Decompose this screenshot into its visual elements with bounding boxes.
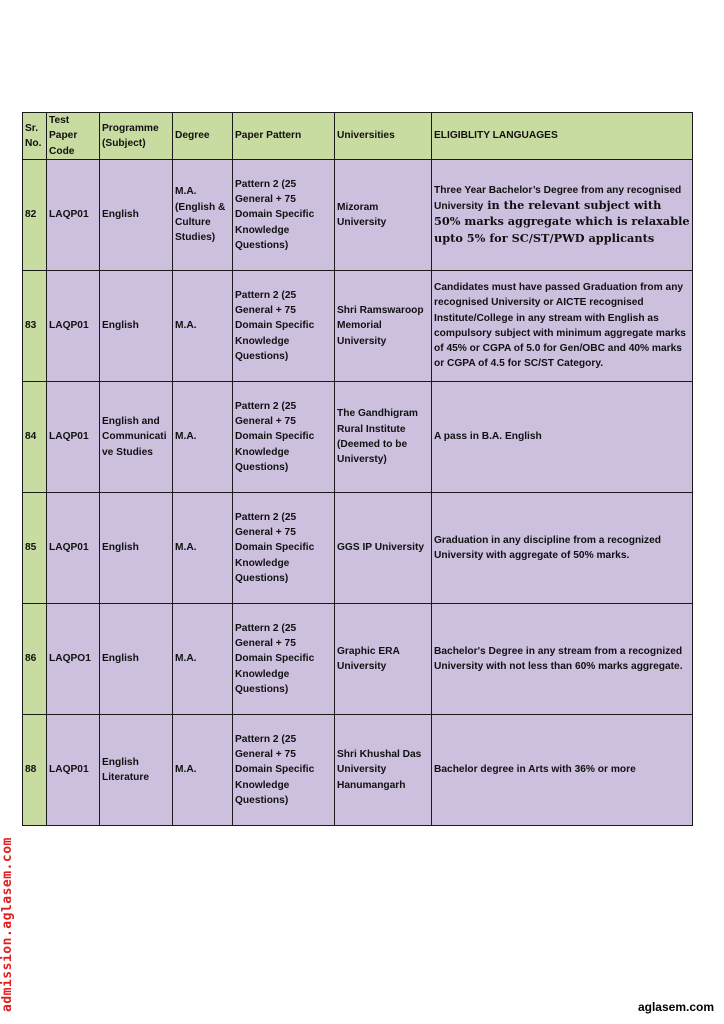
table-header-row [23,113,693,160]
table-row [23,492,693,603]
cell-code: LAQP01 [47,270,100,381]
cell-code: LAQP01 [47,159,100,270]
header-universities: Universities [335,113,432,160]
cell-programme: English [100,270,173,381]
cell-sr-no: 84 [23,381,47,492]
cell-programme: English [100,603,173,714]
cell-programme: English and Communicative Studies [100,381,173,492]
table-row [23,714,693,825]
cell-eligibility: A pass in B.A. English [432,381,693,492]
header-degree: Degree [173,113,233,160]
header-programme: Programme (Subject) [100,113,173,160]
cell-eligibility: Bachelor degree in Arts with 36% or more [432,714,693,825]
cell-pattern: Pattern 2 (25 General + 75 Domain Specific Knowledge Questions) [233,714,335,825]
cell-pattern: Pattern 2 (25 General + 75 Domain Specific Knowledge Questions) [233,381,335,492]
cell-university: GGS IP University [335,492,432,603]
cell-programme: English [100,492,173,603]
header-test-paper-code: Test Paper Code [47,113,100,160]
cell-code: LAQP01 [47,714,100,825]
cell-eligibility: Graduation in any discipline from a recognized University with aggregate of 50% marks. [432,492,693,603]
cell-sr-no: 82 [23,159,47,270]
cell-pattern: Pattern 2 (25 General + 75 Domain Specific Knowledge Questions) [233,270,335,381]
footer-watermark: aglasem.com [637,1000,714,1014]
cell-degree: M.A. [173,603,233,714]
cell-eligibility [432,159,693,270]
cell-university: The Gandhigram Rural Institute (Deemed to be Universty) [335,381,432,492]
cell-code: LAQP01 [47,492,100,603]
cell-university: Shri Ramswaroop Memorial University [335,270,432,381]
eligibility-text: Three Year Bachelor’s Degree from any recognised University [434,184,682,213]
cell-degree: M.A.(English & Culture Studies) [173,159,233,270]
cell-degree: M.A. [173,492,233,603]
eligibility-text-extra: in the relevant subject with 50% marks aggregate which is relaxable upto 5% for SC/ST/PWD applicants [434,198,690,245]
cell-pattern: Pattern 2 (25 General + 75 Domain Specific Knowledge Questions) [233,159,335,270]
cell-degree: M.A. [173,714,233,825]
table-row [23,603,693,714]
eligibility-table [22,112,693,826]
cell-programme: English [100,159,173,270]
cell-code: LAQPO1 [47,603,100,714]
cell-university: Graphic ERA University [335,603,432,714]
table-row [23,159,693,270]
cell-code: LAQP01 [47,381,100,492]
table-row [23,381,693,492]
cell-degree: M.A. [173,381,233,492]
cell-pattern: Pattern 2 (25 General + 75 Domain Specific Knowledge Questions) [233,492,335,603]
header-paper-pattern: Paper Pattern [233,113,335,160]
cell-pattern: Pattern 2 (25 General + 75 Domain Specific Knowledge Questions) [233,603,335,714]
cell-eligibility: Candidates must have passed Graduation from any recognised University or AICTE recognised Institute/College in any stream with English as compulsory subject with minimum aggregate marks of 45% or CGPA of 5.0 for Gen/OBC and 40% marks or CGPA of 4.5 for SC/ST Category. [432,270,693,381]
cell-university: Mizoram University [335,159,432,270]
cell-degree: M.A. [173,270,233,381]
cell-eligibility: Bachelor's Degree in any stream from a recognized University with not less than 60% marks aggregate. [432,603,693,714]
header-eligibility: ELIGIBLITY LANGUAGES [432,113,693,160]
side-watermark: admission.aglasem.com [0,837,15,1012]
cell-university: Shri Khushal Das University Hanumangarh [335,714,432,825]
cell-sr-no: 88 [23,714,47,825]
cell-sr-no: 83 [23,270,47,381]
cell-programme: English Literature [100,714,173,825]
header-sr-no: Sr. No. [23,113,47,160]
table-row [23,270,693,381]
cell-sr-no: 85 [23,492,47,603]
cell-sr-no: 86 [23,603,47,714]
